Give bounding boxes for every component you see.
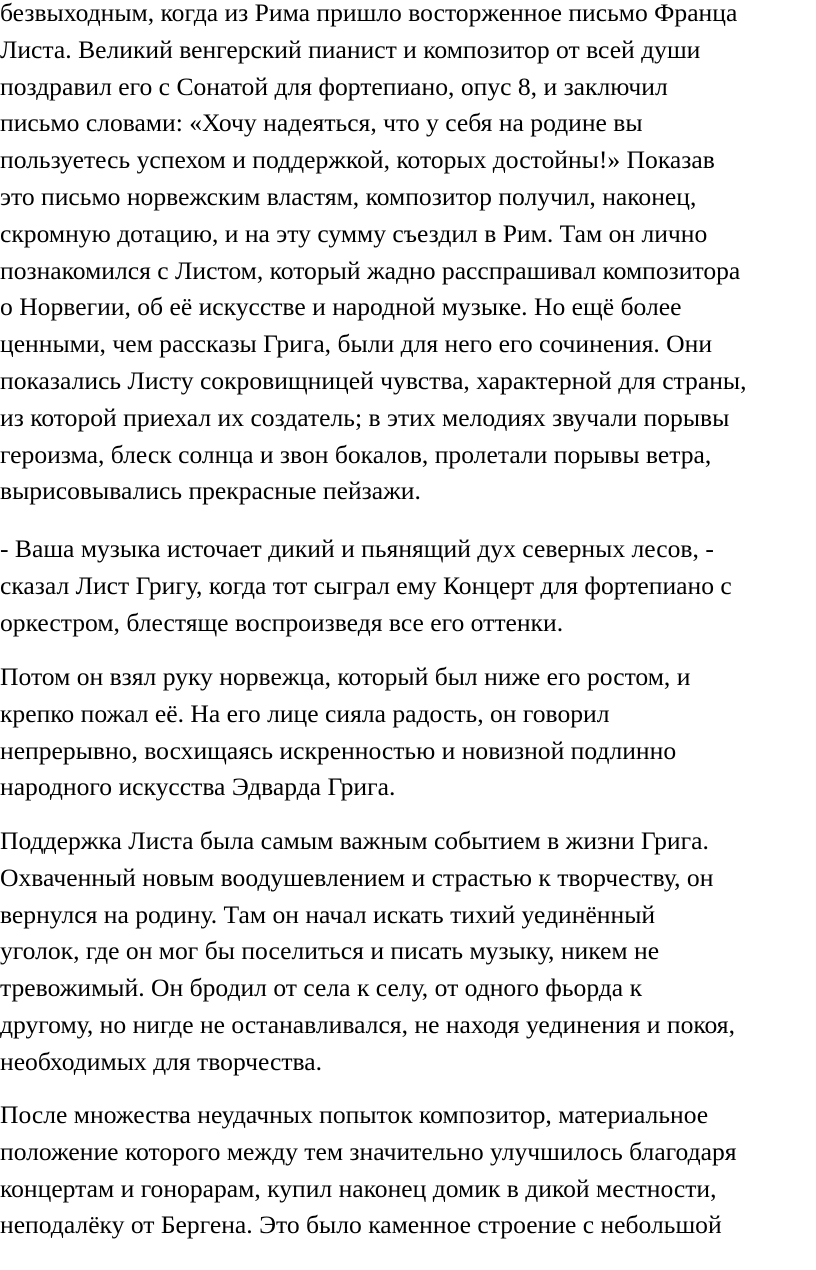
text-line: ценными, чем рассказы Грига, были для него его сочинения. Они: [0, 329, 713, 359]
text-line: поздравил его с Сонатой для фортепиано, опус 8, и заключил: [0, 71, 668, 101]
paragraph-3: [0, 659, 690, 806]
paragraph-2: [0, 531, 732, 641]
text-line: тревожимый. Он бродил от села к селу, от одного фьорда к: [0, 973, 643, 1003]
text-line: познакомился с Листом, который жадно расспрашивал композитора: [0, 255, 741, 285]
text-line: о Норвегии, об её искусстве и народной музыке. Но ещё более: [0, 292, 682, 322]
text-line: другому, но нигде не останавливался, не находя уединения и покоя,: [0, 1009, 735, 1039]
text-line: необходимых для творчества.: [0, 1046, 323, 1076]
text-line: безвыходным, когда из Рима пришло восторженное письмо Франца: [0, 0, 738, 27]
text-line: непрерывно, восхищаясь искренностью и новизной подлинно: [0, 735, 677, 765]
paragraph-5: [0, 1097, 737, 1244]
text-line: крепко пожал её. На его лице сияла радость, он говорил: [0, 698, 610, 728]
text-line: Охваченный новым воодушевлением и страстью к творчеству, он: [0, 862, 714, 892]
text-line: это письмо норвежским властям, композитор получил, наконец,: [0, 181, 697, 211]
text-line: После множества неудачных попыток композитор, материальное: [0, 1100, 709, 1129]
text-line: Листа. Великий венгерский пианист и композитор от всей души: [0, 34, 701, 64]
text-line: вырисовывались прекрасные пейзажи.: [0, 476, 421, 506]
text-line: концертам и гонорарам, купил наконец домик в дикой местности,: [0, 1173, 717, 1203]
text-line: Поддержка Листа была самым важным событием в жизни Грига.: [0, 826, 709, 855]
text-line: из которой приехал их создатель; в этих мелодиях звучали порывы: [0, 402, 730, 432]
text-line: вернулся на родину. Там он начал искать тихий уединённый: [0, 899, 656, 929]
text-line: сказал Лист Григу, когда тот сыграл ему Концерт для фортепиано с: [0, 570, 732, 600]
text-line: народного искусства Эдварда Грига.: [0, 772, 396, 802]
text-line: героизма, блеск солнца и звон бокалов, пролетали порывы ветра,: [0, 439, 712, 469]
paragraph-1: [0, 0, 747, 510]
text-line: уголок, где он мог бы поселиться и писать музыку, никем не: [0, 936, 660, 966]
text-line: письмо словами: «Хочу надеяться, что у себя на родине вы: [0, 108, 643, 138]
text-line: оркестром, блестяще воспроизведя все его оттенки.: [0, 607, 564, 637]
text-line: - Ваша музыка источает дикий и пьянящий дух северных лесов, -: [0, 534, 714, 563]
text-line: показались Листу сокровищницей чувства, характерной для страны,: [0, 365, 747, 395]
text-line: скромную дотацию, и на эту сумму съездил в Рим. Там он лично: [0, 218, 708, 248]
text-line: Потом он взял руку норвежца, который был ниже его ростом, и: [0, 662, 691, 691]
text-line: положение которого между тем значительно улучшилось благодаря: [0, 1136, 737, 1166]
text-line: пользуетесь успехом и поддержкой, которых достойны!» Показав: [0, 145, 715, 175]
paragraph-4: [0, 823, 735, 1081]
text-line: неподалёку от Бергена. Это было каменное строение с небольшой: [0, 1210, 722, 1240]
